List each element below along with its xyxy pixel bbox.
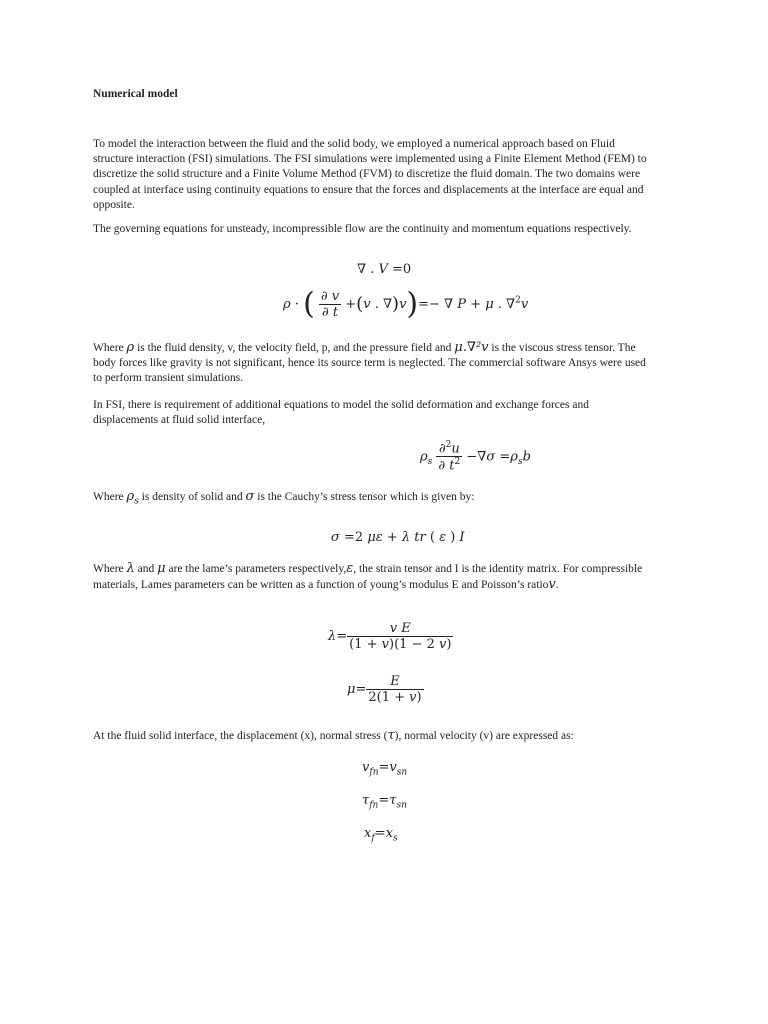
equation-lambda: λ= $\frac{\text{v E}}{(1 + v)(1 - 2 v)}$ (328, 621, 452, 652)
equation-interface-displacement: $x_f=x_s$ (364, 826, 398, 844)
paragraph-where-rho: Where ρ is the fluid density, v, the velocity field, p, and the pressure field and μ.∇²v is the viscous stress tensor. The body forces like gravity is not significant, hence its source term is neglected. The commercial software Ansys were used to perform transient simulations. (93, 340, 646, 385)
equation-interface-stress: $\tau_{fn}=\tau_{sn}$ (362, 793, 407, 811)
paragraph-interface: At the fluid solid interface, the displacement (x), normal stress (τ), normal velocity (v) are expressed as: (93, 728, 574, 743)
equation-solid-momentum: $\rho_s$ $\frac{\partial^2u}{\partial t^2}$ $-\nabla\sigma =\rho_sb$ (420, 440, 531, 474)
paragraph-governing: The governing equations for unsteady, incompressible flow are the continuity and momentum equations respectively. (93, 223, 632, 235)
section-heading: Numerical model (93, 88, 178, 100)
equation-continuity: ∇ . V =0 (357, 262, 412, 277)
paragraph-lame: Where λ and μ are the lame’s parameters respectively,ε, the strain tensor and I is the identity matrix. For compressible materials, Lames parameters can be written as a function of young’s modulus E and Poisson’s ratiov. (93, 561, 643, 593)
equation-cauchy-stress: σ =2 με + λ tr ( ε ) I (331, 530, 465, 545)
equation-interface-velocity: $v_{fn}=v_{sn}$ (362, 760, 408, 778)
equation-mu: μ= $\frac{E}{2(1 + v)}$ (347, 674, 422, 705)
equation-momentum: ρ · ( $\frac{\partial v}{\partial t}$ +(v . ∇)v)=− ∇ P + μ . ∇$^2$v (283, 286, 529, 322)
paragraph-intro: To model the interaction between the fluid and the solid body, we employed a numerical approach based on Fluid structure interaction (FSI) simulations. The FSI simulations were implemented using a Finite Element Method (FEM) to discretize the solid structure and a Finite Volume Method (FVM) to discretize the fluid domain. The two domains were coupled at interface using continuity equations to ensure that the forces and displacements at the interface are equal and opposite. (93, 138, 647, 211)
paragraph-fsi: In FSI, there is requirement of additional equations to model the solid deformation and exchange forces and displacements at fluid solid interface, (93, 399, 589, 427)
paragraph-where-rho-s: Where $\rho_s$ is density of solid and σ is the Cauchy’s stress tensor which is given by: (93, 489, 475, 507)
